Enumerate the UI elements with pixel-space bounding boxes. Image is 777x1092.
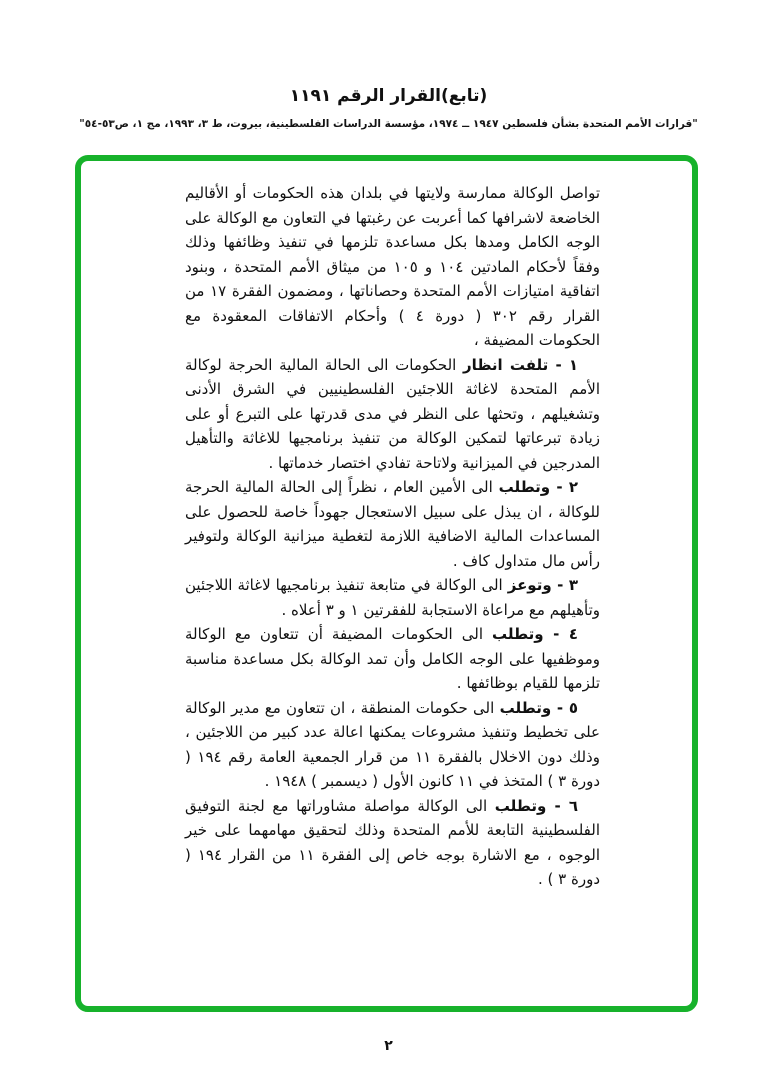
resolution-paragraph-3	[185, 573, 600, 622]
resolution-paragraph-6	[185, 794, 600, 892]
paragraph-lead: ١ - تلفت انظار	[463, 355, 578, 374]
preamble-paragraph	[185, 181, 600, 353]
paragraph-lead: ٤ - وتطلب	[492, 625, 578, 643]
paragraph-text: الى حكومات المنطقة ، ان تتعاون مع مدير الوكالة على تخطيط وتنفيذ مشروعات يمكنها اعالة عدد كبير من اللاجئين ، وذلك دون الاخلال بالفقرة ١١ من قرار الجمعية العامة رقم ١٩٤ ( دورة ٣ ) المتخذ في ١١ كانون الأول ( ديسمبر ) ١٩٤٨ .	[185, 698, 600, 790]
paragraph-text: الحكومات الى الحالة المالية الحرجة لوكالة الأمم المتحدة لاغاثة اللاجئين الفلسطينيين في الشرق الأدنى وتشغيلهم ، وتحثها على النظر في مدى قدرتها على التبرع أو على زيادة تبرعاتها لتمكين الوكالة من تنفيذ برنامجيها للاغاثة والتأهيل المدرجين في الميزانية ولاتاحة تفادي اختصار خدماتها .	[185, 355, 600, 472]
paragraph-lead: ٦ - وتطلب	[494, 796, 578, 815]
paragraph-lead: ٢ - وتطلب	[498, 478, 578, 496]
paragraph-text: الى الوكالة في متابعة تنفيذ برنامجيها لاغاثة اللاجئين وتأهيلهم مع مراعاة الاستجابة للفقرتين ١ و ٣ أعلاه .	[185, 576, 600, 619]
resolution-body	[185, 181, 600, 892]
paragraph-text: تواصل الوكالة ممارسة ولايتها في بلدان هذه الحكومات أو الأقاليم الخاضعة لاشرافها كما أعربت عن رغبتها في التعاون مع الوكالة على الوجه الكامل ومدها بكل مساعدة تلزمها في تنفيذ وظائفها وذلك وفقاً لأحكام المادتين ١٠٤ و ١٠٥ من ميثاق الأمم المتحدة ، وبنود اتفاقية امتيازات الأمم المتحدة وحصاناتها ، ومضمون الفقرة ١٧ من القرار رقم ٣٠٢ ( دورة ٤ ) وأحكام الاتفاقات المعقودة مع الحكومات المضيفة ،	[185, 184, 601, 349]
green-border-frame	[75, 155, 698, 1012]
resolution-title: (تابع)القرار الرقم ١١٩١	[289, 86, 488, 106]
paragraph-lead: ٣ - وتوعز	[507, 576, 579, 594]
resolution-paragraph-1	[185, 353, 600, 476]
resolution-paragraph-2	[185, 475, 600, 573]
resolution-paragraph-4	[185, 622, 600, 696]
paragraph-text: الى الحكومات المضيفة أن تتعاون مع الوكالة وموظفيها على الوجه الكامل وأن تمد الوكالة بكل مساعدة مناسبة تلزمها للقيام بوظائفها .	[185, 625, 600, 692]
resolution-paragraph-5	[185, 696, 600, 794]
paragraph-lead: ٥ - وتطلب	[499, 698, 578, 717]
paragraph-text: الى الأمين العام ، نظراً إلى الحالة المالية الحرجة للوكالة ، ان يبذل على سبيل الاستعجال جهوداً خاصة للحصول على المساعدات المالية الاضافية اللازمة لتغطية ميزانية الوكالة ولتوفير رأس مال متداول كاف .	[185, 478, 600, 570]
page-number: ٢	[384, 1038, 393, 1054]
paragraph-text: الى الوكالة مواصلة مشاوراتها مع لجنة التوفيق الفلسطينية التابعة للأمم المتحدة وذلك لتحقيق مهامهما على خير الوجوه ، مع الاشارة بوجه خاص إلى الفقرة ١١ من القرار ١٩٤ ( دورة ٣ ) .	[185, 796, 600, 888]
source-citation: "قرارات الأمم المتحدة بشأن فلسطين ١٩٤٧ ــ ١٩٧٤، مؤسسة الدراسات الفلسطينية، بيروت، ط ٣، ١٩٩٣، مج ١، ص٥٣-٥٤"	[79, 118, 698, 130]
